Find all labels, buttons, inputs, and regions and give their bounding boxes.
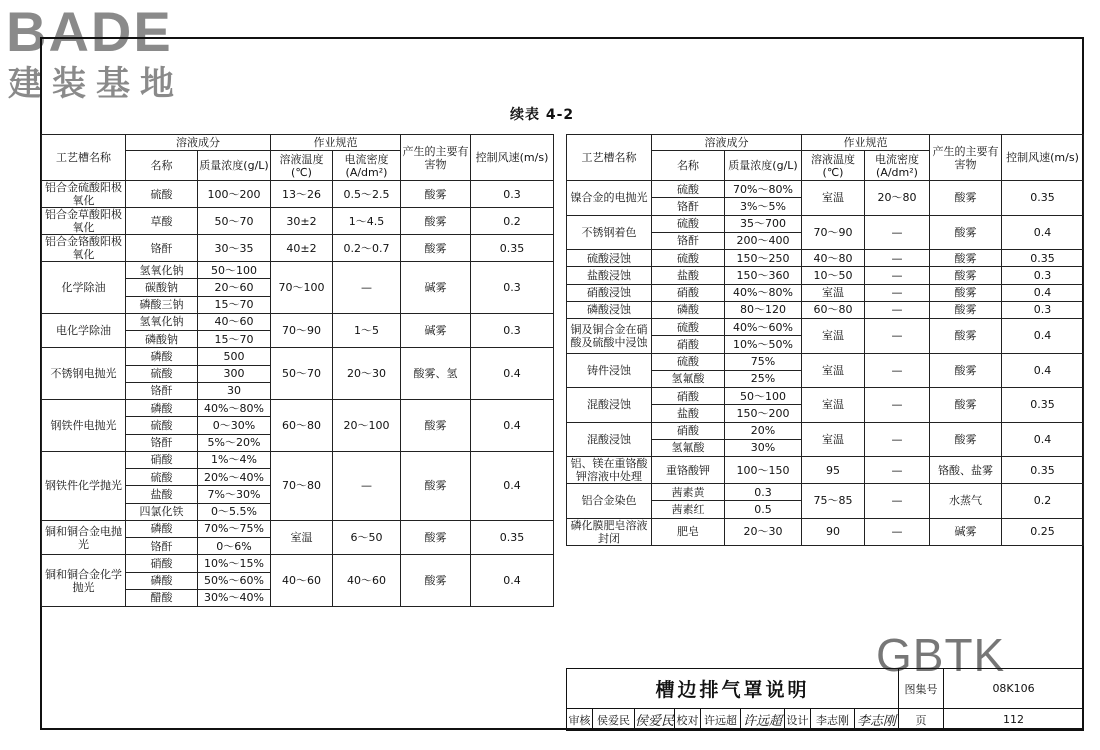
concentration-cell: 150～360 <box>725 267 802 284</box>
table-row <box>42 348 554 365</box>
wind-speed-cell: 0.4 <box>471 348 554 400</box>
process-name-cell: 化学除油 <box>42 262 126 314</box>
table-row <box>567 353 1084 370</box>
harmful-substance-cell: 酸雾 <box>930 284 1002 301</box>
wind-speed-cell: 0.4 <box>1002 284 1084 301</box>
table-row <box>42 181 554 208</box>
harmful-substance-cell: 碱雾 <box>930 518 1002 545</box>
concentration-cell: 25% <box>725 370 802 387</box>
concentration-cell: 0～6% <box>198 538 271 555</box>
header-harmful: 产生的主要有害物 <box>401 135 471 181</box>
component-name-cell: 磷酸钠 <box>126 331 198 348</box>
header-tank-name: 工艺槽名称 <box>567 135 652 181</box>
component-name-cell: 硫酸 <box>652 250 725 267</box>
harmful-substance-cell: 碱雾 <box>401 313 471 348</box>
current-density-cell: — <box>865 301 930 318</box>
wind-speed-cell: 0.35 <box>471 520 554 555</box>
harmful-substance-cell: 酸雾 <box>401 520 471 555</box>
harmful-substance-cell: 酸雾 <box>930 301 1002 318</box>
component-name-cell: 铬酐 <box>126 382 198 399</box>
current-density-cell: — <box>865 353 930 388</box>
component-name-cell: 铬酐 <box>126 235 198 262</box>
table-row <box>42 313 554 330</box>
component-name-cell: 铬酐 <box>126 434 198 451</box>
process-name-cell: 混酸浸蚀 <box>567 388 652 423</box>
component-name-cell: 硝酸 <box>652 422 725 439</box>
harmful-substance-cell: 酸雾 <box>930 388 1002 423</box>
wind-speed-cell: 0.4 <box>471 451 554 520</box>
component-name-cell: 磷酸三钠 <box>126 296 198 313</box>
concentration-cell: 15～70 <box>198 296 271 313</box>
concentration-cell: 20～30 <box>725 518 802 545</box>
temperature-cell: 30±2 <box>271 208 333 235</box>
wind-speed-cell: 0.25 <box>1002 518 1084 545</box>
wind-speed-cell: 0.4 <box>1002 353 1084 388</box>
component-name-cell: 硫酸 <box>652 181 725 198</box>
component-name-cell: 重铬酸钾 <box>652 457 725 484</box>
concentration-cell: 35～700 <box>725 215 802 232</box>
right-data-table <box>566 134 1084 546</box>
table-row <box>567 518 1084 545</box>
component-name-cell: 四氯化铁 <box>126 503 198 520</box>
current-density-cell: — <box>865 484 930 519</box>
concentration-cell: 40%～60% <box>725 319 802 336</box>
current-density-cell: — <box>865 267 930 284</box>
wind-speed-cell: 0.35 <box>1002 250 1084 267</box>
concentration-cell: 10%～15% <box>198 555 271 572</box>
concentration-cell: 500 <box>198 348 271 365</box>
concentration-cell: 75% <box>725 353 802 370</box>
current-density-cell: — <box>333 451 401 520</box>
component-name-cell: 茜素红 <box>652 501 725 518</box>
table-row <box>567 301 1084 318</box>
process-name-cell: 硝酸浸蚀 <box>567 284 652 301</box>
current-density-cell: 6～50 <box>333 520 401 555</box>
process-name-cell: 铝合金铬酸阳极氧化 <box>42 235 126 262</box>
wind-speed-cell: 0.35 <box>1002 388 1084 423</box>
component-name-cell: 铬酐 <box>652 232 725 249</box>
temperature-cell: 75～85 <box>802 484 865 519</box>
header-current-density: 电流密度(A/dm²) <box>333 151 401 181</box>
header-current-density: 电流密度(A/dm²) <box>865 151 930 181</box>
wind-speed-cell: 0.4 <box>1002 215 1084 250</box>
check-label: 校对 <box>675 709 701 731</box>
current-density-cell: 1～5 <box>333 313 401 348</box>
concentration-cell: 50～70 <box>198 208 271 235</box>
harmful-substance-cell: 酸雾 <box>930 422 1002 457</box>
component-name-cell: 盐酸 <box>652 267 725 284</box>
temperature-cell: 60～80 <box>271 400 333 452</box>
table-row <box>42 208 554 235</box>
designer-signature: 李志刚 <box>855 709 899 731</box>
wind-speed-cell: 0.3 <box>471 181 554 208</box>
process-name-cell: 钢铁件化学抛光 <box>42 451 126 520</box>
component-name-cell: 氢氧化钠 <box>126 313 198 330</box>
concentration-cell: 20%～40% <box>198 469 271 486</box>
process-name-cell: 盐酸浸蚀 <box>567 267 652 284</box>
concentration-cell: 30～35 <box>198 235 271 262</box>
table-row <box>567 388 1084 405</box>
reviewer-name: 侯爱民 <box>593 709 635 731</box>
header-temperature: 溶液温度(℃) <box>802 151 865 181</box>
component-name-cell: 硝酸 <box>652 336 725 353</box>
temperature-cell: 室温 <box>271 520 333 555</box>
current-density-cell: 1～4.5 <box>333 208 401 235</box>
component-name-cell: 铬酐 <box>126 538 198 555</box>
page-number: 112 <box>944 709 1084 731</box>
concentration-cell: 0～5.5% <box>198 503 271 520</box>
current-density-cell: — <box>865 518 930 545</box>
component-name-cell: 硫酸 <box>126 469 198 486</box>
harmful-substance-cell: 碱雾 <box>401 262 471 314</box>
concentration-cell: 20% <box>725 422 802 439</box>
temperature-cell: 室温 <box>802 284 865 301</box>
temperature-cell: 室温 <box>802 388 865 423</box>
concentration-cell: 0.5 <box>725 501 802 518</box>
header-name: 名称 <box>126 151 198 181</box>
process-name-cell: 混酸浸蚀 <box>567 422 652 457</box>
temperature-cell: 40±2 <box>271 235 333 262</box>
harmful-substance-cell: 酸雾 <box>930 181 1002 216</box>
table-row <box>42 400 554 417</box>
concentration-cell: 7%～30% <box>198 486 271 503</box>
process-name-cell: 铝合金染色 <box>567 484 652 519</box>
component-name-cell: 磷酸 <box>126 572 198 589</box>
table-row <box>42 555 554 572</box>
temperature-cell: 70～100 <box>271 262 333 314</box>
component-name-cell: 硫酸 <box>126 181 198 208</box>
current-density-cell: 20～30 <box>333 348 401 400</box>
process-name-cell: 不锈钢着色 <box>567 215 652 250</box>
concentration-cell: 150～200 <box>725 405 802 422</box>
temperature-cell: 室温 <box>802 319 865 354</box>
harmful-substance-cell: 酸雾 <box>401 451 471 520</box>
concentration-cell: 15～70 <box>198 331 271 348</box>
process-name-cell: 铜和铜合金电抛光 <box>42 520 126 555</box>
concentration-cell: 50～100 <box>725 388 802 405</box>
concentration-cell: 300 <box>198 365 271 382</box>
concentration-cell: 70%～80% <box>725 181 802 198</box>
current-density-cell: — <box>865 319 930 354</box>
temperature-cell: 13～26 <box>271 181 333 208</box>
table-row <box>42 451 554 468</box>
process-name-cell: 镍合金的电抛光 <box>567 181 652 216</box>
current-density-cell: — <box>865 422 930 457</box>
drawing-title: 槽边排气罩说明 <box>567 669 899 709</box>
wind-speed-cell: 0.3 <box>471 262 554 314</box>
wind-speed-cell: 0.4 <box>1002 319 1084 354</box>
harmful-substance-cell: 酸雾 <box>930 267 1002 284</box>
harmful-substance-cell: 酸雾 <box>401 235 471 262</box>
component-name-cell: 氢氧化钠 <box>126 262 198 279</box>
process-name-cell: 铸件浸蚀 <box>567 353 652 388</box>
header-wind-speed: 控制风速(m/s) <box>1002 135 1084 181</box>
wind-speed-cell: 0.4 <box>471 555 554 607</box>
process-name-cell: 铜和铜合金化学抛光 <box>42 555 126 607</box>
component-name-cell: 硫酸 <box>126 417 198 434</box>
process-name-cell: 电化学除油 <box>42 313 126 348</box>
harmful-substance-cell: 酸雾 <box>401 208 471 235</box>
process-name-cell: 不锈钢电抛光 <box>42 348 126 400</box>
current-density-cell: 0.5～2.5 <box>333 181 401 208</box>
concentration-cell: 40%～80% <box>198 400 271 417</box>
table-row <box>567 181 1084 198</box>
concentration-cell: 0～30% <box>198 417 271 434</box>
table-row <box>567 267 1084 284</box>
table-row <box>42 235 554 262</box>
temperature-cell: 室温 <box>802 353 865 388</box>
header-wind-speed: 控制风速(m/s) <box>471 135 554 181</box>
bade-logo: BADE <box>6 0 173 63</box>
temperature-cell: 40～60 <box>271 555 333 607</box>
current-density-cell: 20～100 <box>333 400 401 452</box>
harmful-substance-cell: 酸雾 <box>930 215 1002 250</box>
temperature-cell: 50～70 <box>271 348 333 400</box>
wind-speed-cell: 0.3 <box>1002 267 1084 284</box>
component-name-cell: 硝酸 <box>652 388 725 405</box>
checker-name: 许远超 <box>701 709 741 731</box>
current-density-cell: 0.2～0.7 <box>333 235 401 262</box>
header-solution: 溶液成分 <box>126 135 271 151</box>
concentration-cell: 50%～60% <box>198 572 271 589</box>
harmful-substance-cell: 酸雾 <box>930 353 1002 388</box>
atlas-number: 08K106 <box>944 669 1084 709</box>
page-label: 页 <box>899 709 944 731</box>
current-density-cell: — <box>865 388 930 423</box>
checker-signature: 许远超 <box>741 709 785 731</box>
wind-speed-cell: 0.2 <box>1002 484 1084 519</box>
component-name-cell: 硫酸 <box>126 365 198 382</box>
concentration-cell: 40%～80% <box>725 284 802 301</box>
temperature-cell: 室温 <box>802 422 865 457</box>
component-name-cell: 茜素黄 <box>652 484 725 501</box>
concentration-cell: 30%～40% <box>198 589 271 606</box>
header-operation: 作业规范 <box>802 135 930 151</box>
concentration-cell: 0.3 <box>725 484 802 501</box>
header-name: 名称 <box>652 151 725 181</box>
wind-speed-cell: 0.3 <box>471 313 554 348</box>
process-name-cell: 钢铁件电抛光 <box>42 400 126 452</box>
header-concentration: 质量浓度(g/L) <box>725 151 802 181</box>
table-row <box>42 262 554 279</box>
design-label: 设计 <box>785 709 811 731</box>
component-name-cell: 草酸 <box>126 208 198 235</box>
current-density-cell: 40～60 <box>333 555 401 607</box>
component-name-cell: 磷酸 <box>126 400 198 417</box>
process-name-cell: 铜及铜合金在硝酸及硫酸中浸蚀 <box>567 319 652 354</box>
left-table-body <box>42 181 554 607</box>
process-name-cell: 铝合金硫酸阳极氧化 <box>42 181 126 208</box>
component-name-cell: 醋酸 <box>126 589 198 606</box>
left-data-table <box>41 134 554 607</box>
review-label: 审核 <box>567 709 593 731</box>
header-solution: 溶液成分 <box>652 135 802 151</box>
concentration-cell: 80～120 <box>725 301 802 318</box>
header-temperature: 溶液温度(℃) <box>271 151 333 181</box>
component-name-cell: 盐酸 <box>652 405 725 422</box>
temperature-cell: 60～80 <box>802 301 865 318</box>
concentration-cell: 5%～20% <box>198 434 271 451</box>
harmful-substance-cell: 酸雾 <box>401 181 471 208</box>
concentration-cell: 30% <box>725 439 802 456</box>
concentration-cell: 40～60 <box>198 313 271 330</box>
concentration-cell: 3%～5% <box>725 198 802 215</box>
component-name-cell: 硝酸 <box>652 284 725 301</box>
wind-speed-cell: 0.3 <box>1002 301 1084 318</box>
process-name-cell: 硫酸浸蚀 <box>567 250 652 267</box>
wind-speed-cell: 0.4 <box>1002 422 1084 457</box>
header-tank-name: 工艺槽名称 <box>42 135 126 181</box>
wind-speed-cell: 0.2 <box>471 208 554 235</box>
temperature-cell: 40～80 <box>802 250 865 267</box>
concentration-cell: 70%～75% <box>198 520 271 537</box>
component-name-cell: 磷酸 <box>652 301 725 318</box>
table-row <box>567 484 1084 501</box>
reviewer-signature: 侯爱民 <box>635 709 675 731</box>
table-row <box>42 520 554 537</box>
harmful-substance-cell: 酸雾 <box>401 400 471 452</box>
wind-speed-cell: 0.4 <box>471 400 554 452</box>
process-name-cell: 铝、镁在重铬酸钾溶液中处理 <box>567 457 652 484</box>
table-row <box>567 215 1084 232</box>
harmful-substance-cell: 酸雾 <box>930 250 1002 267</box>
harmful-substance-cell: 酸雾 <box>401 555 471 607</box>
harmful-substance-cell: 铬酸、盐雾 <box>930 457 1002 484</box>
table-row <box>567 250 1084 267</box>
component-name-cell: 硫酸 <box>652 353 725 370</box>
component-name-cell: 硝酸 <box>126 555 198 572</box>
component-name-cell: 硫酸 <box>652 319 725 336</box>
concentration-cell: 50～100 <box>198 262 271 279</box>
current-density-cell: — <box>333 262 401 314</box>
component-name-cell: 硝酸 <box>126 451 198 468</box>
component-name-cell: 铬酐 <box>652 198 725 215</box>
logo-subtitle: 建装基地 <box>8 64 184 104</box>
temperature-cell: 10～50 <box>802 267 865 284</box>
designer-name: 李志刚 <box>811 709 855 731</box>
temperature-cell: 室温 <box>802 181 865 216</box>
harmful-substance-cell: 酸雾、氢 <box>401 348 471 400</box>
component-name-cell: 氢氟酸 <box>652 439 725 456</box>
component-name-cell: 盐酸 <box>126 486 198 503</box>
concentration-cell: 100～200 <box>198 181 271 208</box>
table-row <box>567 422 1084 439</box>
temperature-cell: 90 <box>802 518 865 545</box>
atlas-label: 图集号 <box>899 669 944 709</box>
concentration-cell: 150～250 <box>725 250 802 267</box>
process-name-cell: 铝合金草酸阳极氧化 <box>42 208 126 235</box>
concentration-cell: 30 <box>198 382 271 399</box>
header-concentration: 质量浓度(g/L) <box>198 151 271 181</box>
current-density-cell: 20～80 <box>865 181 930 216</box>
header-harmful: 产生的主要有害物 <box>930 135 1002 181</box>
gbtk-watermark: GBTK <box>876 629 1006 681</box>
component-name-cell: 硫酸 <box>652 215 725 232</box>
right-table-body <box>567 181 1084 546</box>
harmful-substance-cell: 水蒸气 <box>930 484 1002 519</box>
concentration-cell: 1%～4% <box>198 451 271 468</box>
component-name-cell: 磷酸 <box>126 520 198 537</box>
title-block <box>566 668 1084 731</box>
table-row <box>567 284 1084 301</box>
concentration-cell: 20～60 <box>198 279 271 296</box>
wind-speed-cell: 0.35 <box>1002 457 1084 484</box>
component-name-cell: 碳酸钠 <box>126 279 198 296</box>
table-row <box>567 319 1084 336</box>
temperature-cell: 70～90 <box>802 215 865 250</box>
harmful-substance-cell: 酸雾 <box>930 319 1002 354</box>
process-name-cell: 磷化膜肥皂溶液封闭 <box>567 518 652 545</box>
temperature-cell: 95 <box>802 457 865 484</box>
current-density-cell: — <box>865 250 930 267</box>
concentration-cell: 100～150 <box>725 457 802 484</box>
current-density-cell: — <box>865 284 930 301</box>
component-name-cell: 肥皂 <box>652 518 725 545</box>
wind-speed-cell: 0.35 <box>1002 181 1084 216</box>
table-title: 续表 4-2 <box>510 107 575 123</box>
concentration-cell: 200～400 <box>725 232 802 249</box>
header-operation: 作业规范 <box>271 135 401 151</box>
process-name-cell: 磷酸浸蚀 <box>567 301 652 318</box>
temperature-cell: 70～90 <box>271 313 333 348</box>
wind-speed-cell: 0.35 <box>471 235 554 262</box>
component-name-cell: 氢氟酸 <box>652 370 725 387</box>
concentration-cell: 10%～50% <box>725 336 802 353</box>
current-density-cell: — <box>865 215 930 250</box>
current-density-cell: — <box>865 457 930 484</box>
table-row <box>567 457 1084 484</box>
temperature-cell: 70～80 <box>271 451 333 520</box>
component-name-cell: 磷酸 <box>126 348 198 365</box>
